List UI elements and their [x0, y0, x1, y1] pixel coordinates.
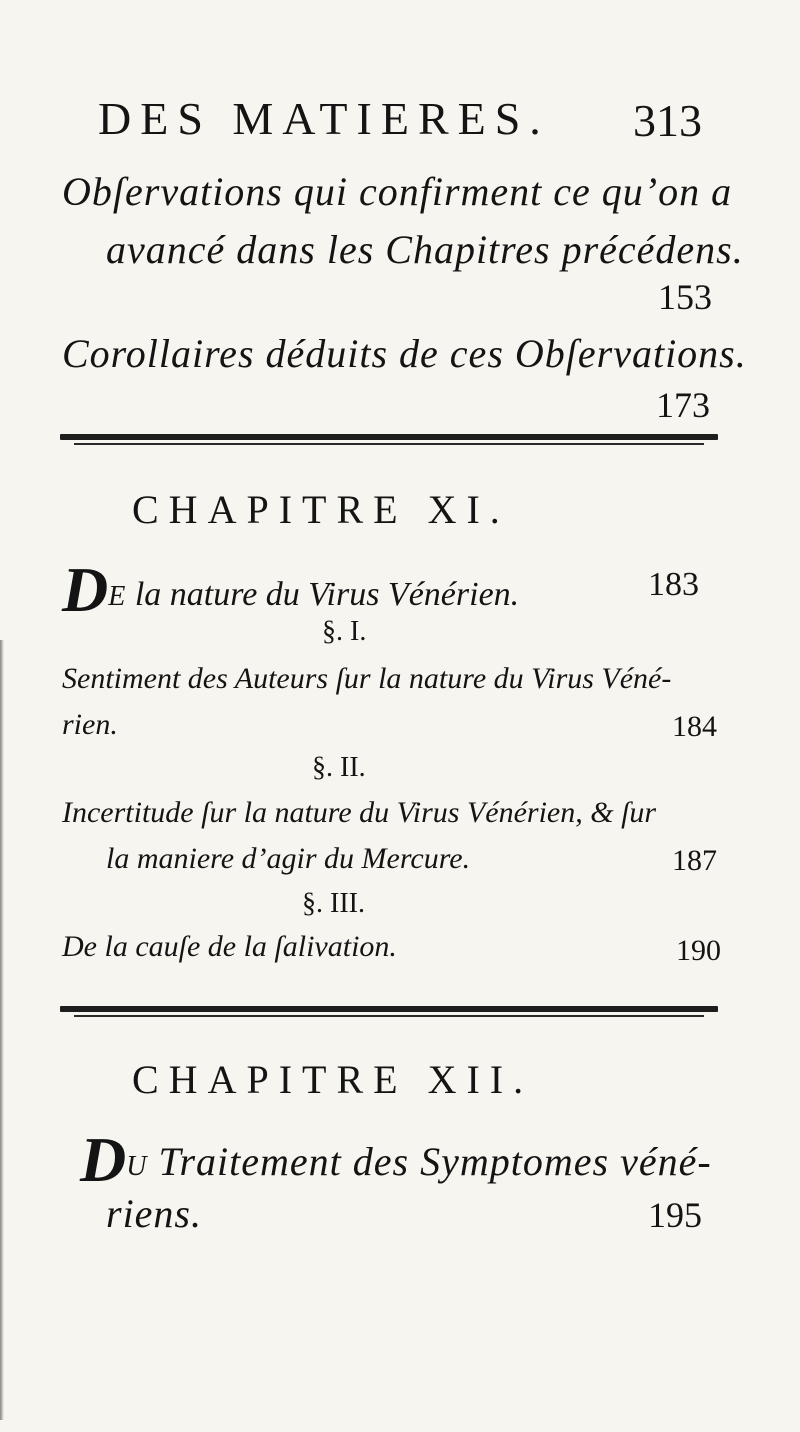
section-ii-label: §. II.: [312, 752, 366, 783]
chapter-xii-page: 195: [648, 1195, 702, 1235]
chapter-xii-title-line1: Traitement des Symptomes véné-: [147, 1139, 712, 1184]
page-gutter-shadow: [0, 640, 4, 1420]
entry-corollaires-page: 173: [656, 385, 710, 425]
chapter-xii-title-line2: riens.: [106, 1191, 202, 1236]
chapter-xi-title-text: la nature du Virus Vénérien.: [126, 576, 520, 613]
section-ii-line1: Incertitude ſur la nature du Virus Vénérien, & ſur: [62, 796, 657, 829]
chapter-xii-title-caps: U: [126, 1151, 148, 1182]
section-i-line2: rien.: [62, 708, 118, 741]
header-title: DES MATIERES.: [98, 93, 550, 144]
section-iii-line1: De la cauſe de la ſalivation.: [62, 930, 397, 963]
chapter-xi-heading: CHAPITRE XI.: [132, 487, 510, 532]
chapter-xii-title: [80, 1122, 712, 1195]
section-i-label: §. I.: [322, 616, 367, 647]
section-ii-line2: la maniere d’agir du Mercure.: [106, 842, 471, 875]
section-iii-label: §. III.: [302, 888, 365, 919]
entry-observations-line2: avancé dans les Chapitres précédens.: [106, 227, 744, 272]
section-iii-page: 190: [676, 934, 721, 967]
entry-observations-line1: Obſervations qui confirment ce qu’on a: [62, 169, 733, 214]
chapter-xii-dropcap: D: [80, 1124, 127, 1195]
chapter-xi-title: [62, 552, 520, 625]
chapter-xi-dropcap: D: [62, 554, 109, 625]
running-header: [62, 92, 702, 152]
header-page-number: 313: [633, 95, 702, 146]
entry-corollaires-line1: Corollaires déduits de ces Obſervations.: [62, 331, 747, 376]
divider-rule: [60, 1006, 718, 1018]
chapter-xi-page: 183: [648, 566, 699, 603]
chapter-xi-title-caps: E: [108, 581, 127, 612]
section-i-page: 184: [672, 710, 717, 743]
section-i-line1: Sentiment des Auteurs ſur la nature du Virus Véné-: [62, 662, 672, 695]
divider-rule: [60, 434, 718, 446]
entry-observations-page: 153: [658, 277, 712, 317]
chapter-xii-heading: CHAPITRE XII.: [132, 1057, 534, 1102]
section-ii-page: 187: [672, 844, 717, 877]
